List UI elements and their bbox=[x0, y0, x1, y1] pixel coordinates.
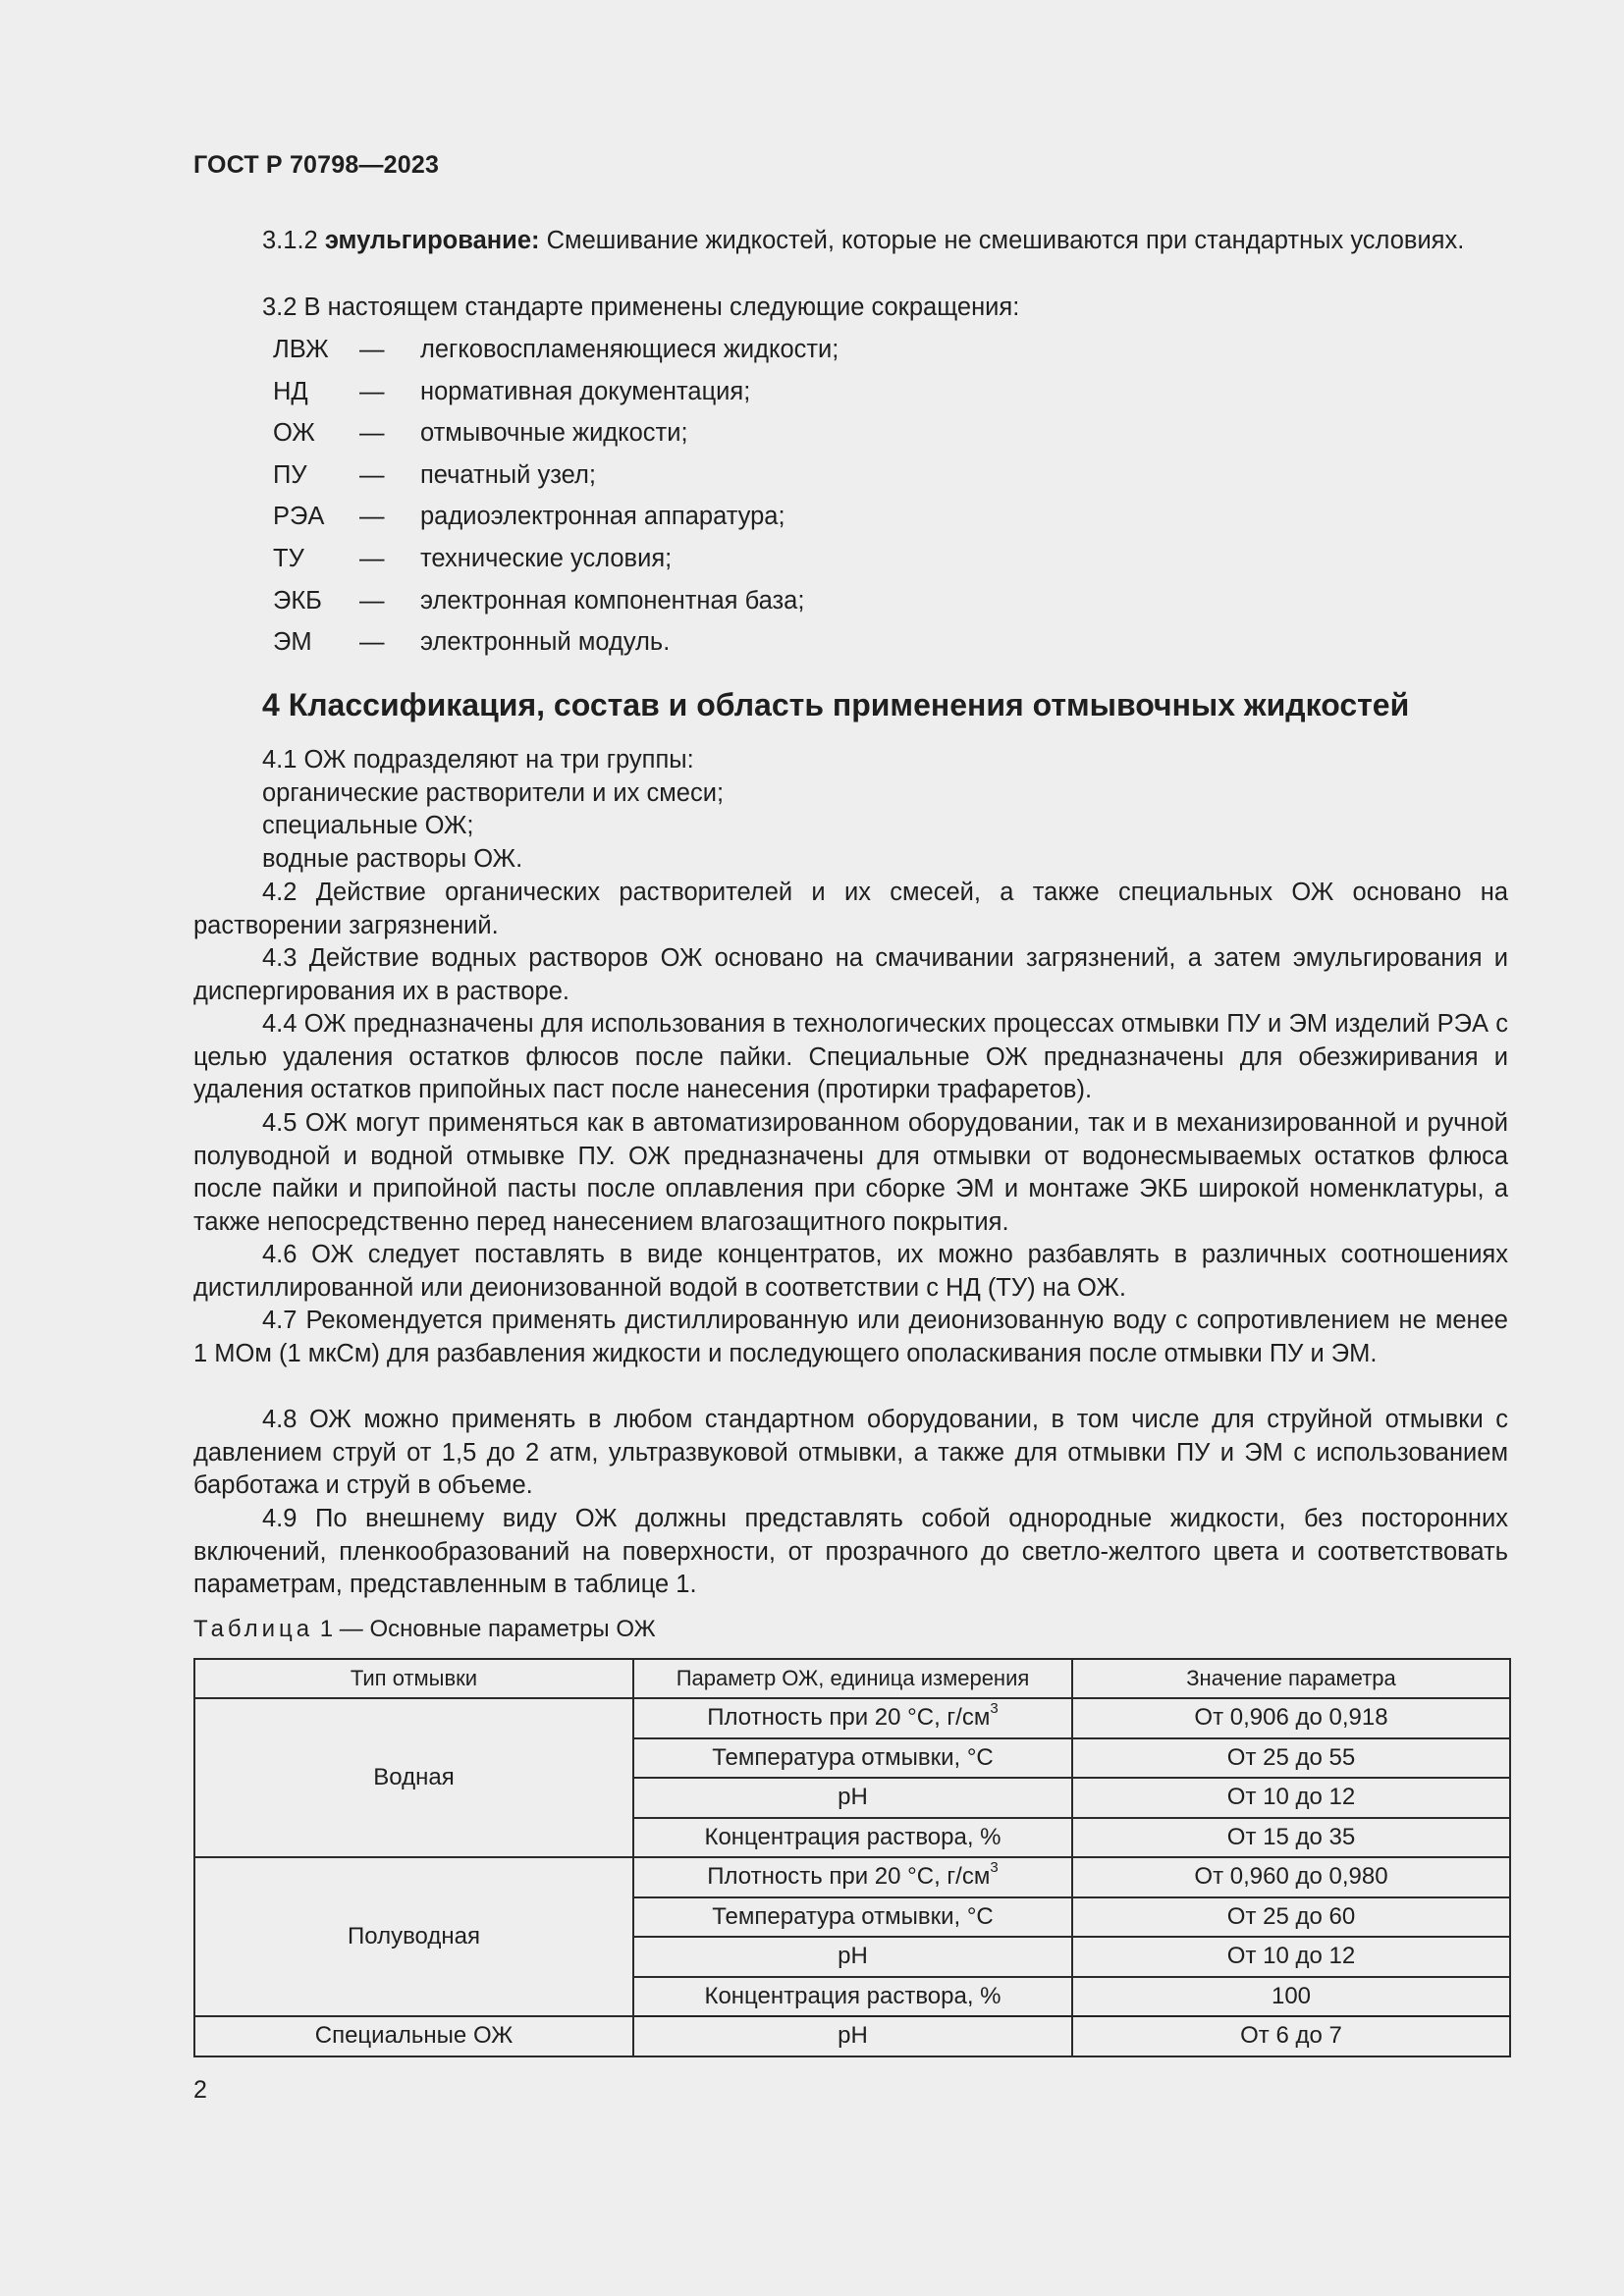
table-header-row bbox=[194, 1659, 1510, 1698]
param-cell: Концентрация раствора, % bbox=[633, 1977, 1072, 2017]
cleaning-type-cell: Специальные ОЖ bbox=[194, 2016, 633, 2056]
param-cell: Температура отмывки, °С bbox=[633, 1738, 1072, 1779]
abbreviation-row: ЭКБ — электронная компонентная база; bbox=[273, 586, 805, 614]
paragraph-3-2: 3.2 В настоящем стандарте применены следующие сокращения: bbox=[262, 294, 1020, 321]
table-caption: Таблица 1 — Основные параметры ОЖ bbox=[193, 1616, 656, 1642]
abbreviation-row: ТУ — технические условия; bbox=[273, 544, 673, 572]
paragraph-4-1: 4.1 ОЖ подразделяют на три группы: органические растворители и их смеси; специальные ОЖ; водные растворы ОЖ. bbox=[262, 746, 725, 873]
param-cell: pH bbox=[633, 1778, 1072, 1818]
paragraph-4-8: 4.8 ОЖ можно применять в любом стандартном оборудовании, в том числе для струйной отмывки с давлением струй от 1,5 до 2 атм, ультразвуковой отмывки, а также для отмывки ПУ и ЭМ с использованием барботажа и струй в объеме. bbox=[193, 1406, 1508, 1500]
paragraph-4-3: 4.3 Действие водных растворов ОЖ основано на смачивании загрязнений, а затем эмульгирования и диспергирования их в растворе. bbox=[193, 944, 1508, 1005]
abbreviation-row: ОЖ — отмывочные жидкости; bbox=[273, 419, 688, 448]
table-header-cell: Параметр ОЖ, единица измерения bbox=[633, 1659, 1072, 1698]
param-cell: pH bbox=[633, 1937, 1072, 1977]
table-row bbox=[194, 2016, 1510, 2056]
table-header-cell: Тип отмывки bbox=[194, 1659, 633, 1698]
paragraph-4-2: 4.2 Действие органических растворителей и их смесей, а также специальных ОЖ основано на растворении загрязнений. bbox=[193, 879, 1508, 939]
param-cell: Плотность при 20 °С, $г/см^3$ bbox=[633, 1857, 1072, 1897]
paragraph-4-5: 4.5 ОЖ могут применяться как в автоматизированном оборудовании, так и в механизированной и ручной полуводной и водной отмывке ПУ. ОЖ предназначены для отмывки от водонесмываемых остатков флюса после пайки и припойной пасты после оплавления при сборке ЭМ и монтаже ЭКБ широкой номенклатуры, а также непосредственно перед нанесением влагозащитного покрытия. bbox=[193, 1109, 1508, 1236]
param-cell: Температура отмывки, °С bbox=[633, 1897, 1072, 1938]
value-cell: От 10 до 12 bbox=[1072, 1778, 1510, 1818]
param-cell: Плотность при 20 °С, $г/см^3$ bbox=[633, 1698, 1072, 1738]
param-cell: Концентрация раствора, % bbox=[633, 1818, 1072, 1858]
table-header-cell: Значение параметра bbox=[1072, 1659, 1510, 1698]
value-cell: От 10 до 12 bbox=[1072, 1937, 1510, 1977]
value-cell: 100 bbox=[1072, 1977, 1510, 2017]
paragraph-3-1-2: 3.1.2 эмульгирование: Смешивание жидкостей, которые не смешиваются при стандартных условиях. bbox=[262, 227, 1465, 254]
abbreviation-row: ЛВЖ — легковоспламеняющиеся жидкости; bbox=[273, 336, 839, 363]
abbreviation-row: ЭМ — электронный модуль. bbox=[273, 628, 671, 657]
cleaning-type-cell: Водная bbox=[194, 1698, 633, 1857]
value-cell: От 25 до 60 bbox=[1072, 1897, 1510, 1938]
param-cell: pH bbox=[633, 2016, 1072, 2056]
paragraph-4-9: 4.9 По внешнему виду ОЖ должны представлять собой однородные жидкости, без посторонних включений, пленкообразований на поверхности, от прозрачного до светло-желтого цвета и соответствовать параметрам, представленным в таблице 1. bbox=[193, 1505, 1508, 1599]
section-4-heading: 4 Классификация, состав и область применения отмывочных жидкостей bbox=[262, 687, 1410, 722]
value-cell: От 0,906 до 0,918 bbox=[1072, 1698, 1510, 1738]
term-emulsification: эмульгирование: bbox=[324, 227, 540, 254]
abbreviation-list bbox=[273, 329, 839, 664]
paragraph-4-4: 4.4 ОЖ предназначены для использования в технологических процессах отмывки ПУ и ЭМ изделий РЭА с целью удаления остатков флюсов после пайки. Специальные ОЖ предназначены для обезжиривания и удаления остатков припойных паст после нанесения (протирки трафаретов). bbox=[193, 1010, 1508, 1104]
paragraph-4-6: 4.6 ОЖ следует поставлять в виде концентратов, их можно разбавлять в различных соотношениях дистиллированной или деионизованной водой в соответствии с НД (ТУ) на ОЖ. bbox=[193, 1241, 1508, 1302]
cleaning-type-cell: Полуводная bbox=[194, 1857, 633, 2016]
value-cell: От 15 до 35 bbox=[1072, 1818, 1510, 1858]
abbreviation-row: РЭА — радиоэлектронная аппаратура; bbox=[273, 503, 785, 531]
value-cell: От 25 до 55 bbox=[1072, 1738, 1510, 1779]
table-row bbox=[194, 1698, 1510, 1738]
abbreviation-row: ПУ — печатный узел; bbox=[273, 460, 596, 489]
paragraph-4-7: 4.7 Рекомендуется применять дистиллированную или деионизованную воду с сопротивлением не менее 1 МОм (1 мкСм) для разбавления жидкости и последующего ополаскивания после отмывки ПУ и ЭМ. bbox=[193, 1307, 1508, 1367]
parameters-table bbox=[193, 1658, 1511, 2057]
table-row bbox=[194, 1857, 1510, 1897]
value-cell: От 6 до 7 bbox=[1072, 2016, 1510, 2056]
value-cell: От 0,960 до 0,980 bbox=[1072, 1857, 1510, 1897]
document-code: ГОСТ Р 70798—2023 bbox=[193, 151, 440, 179]
page-number: 2 bbox=[193, 2076, 207, 2104]
abbreviation-row: НД — нормативная документация; bbox=[273, 377, 751, 405]
